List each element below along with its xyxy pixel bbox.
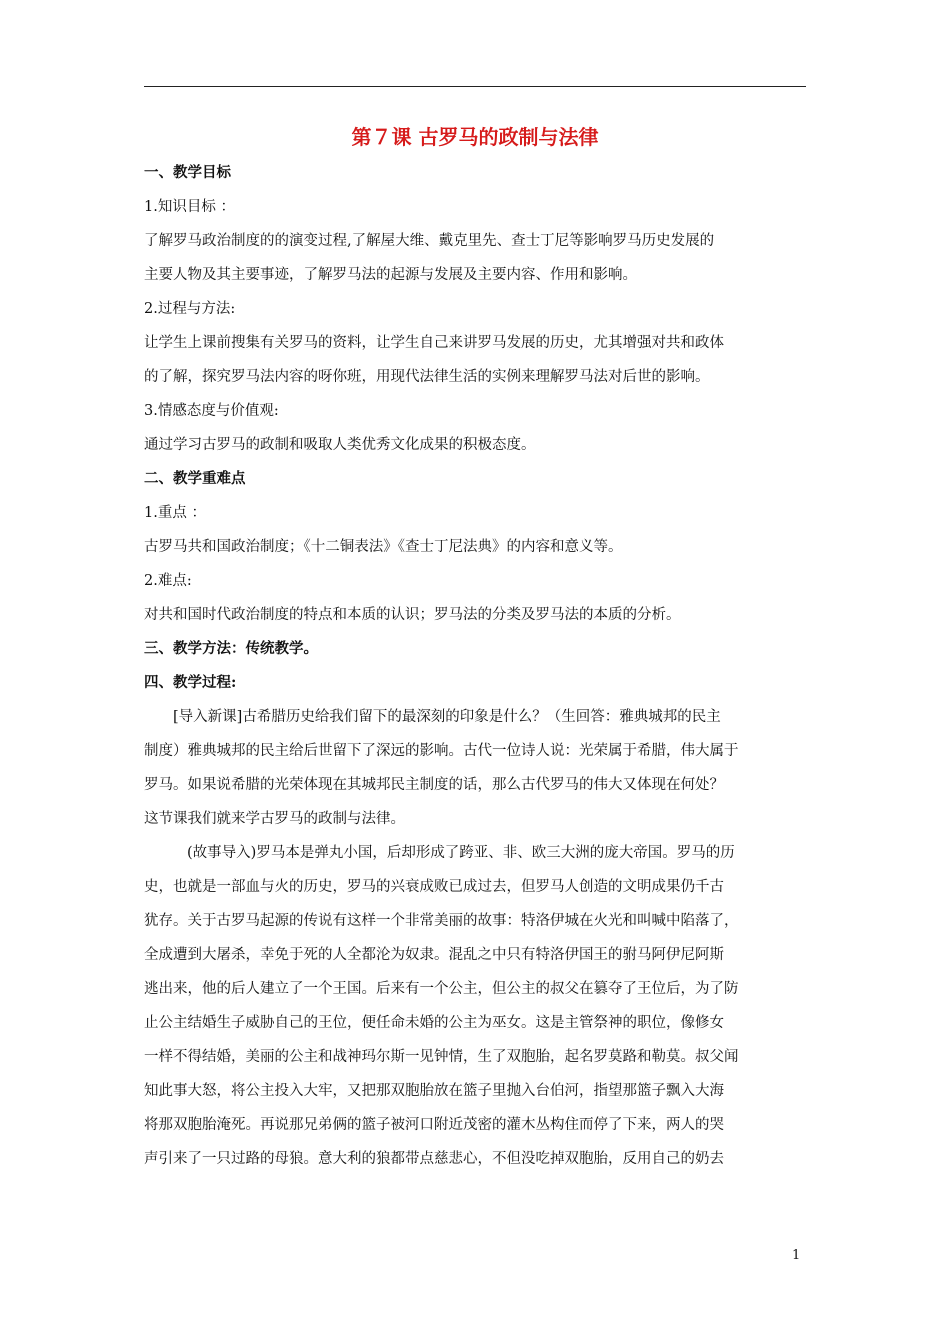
paragraph-line: 逃出来，他的后人建立了一个王国。后来有一个公主，但公主的叔父在篡夺了王位后，为了防 bbox=[144, 981, 739, 997]
paragraph-line: 罗马。如果说希腊的光荣体现在其城邦民主制度的话，那么古代罗马的伟大又体现在何处？ bbox=[144, 777, 724, 793]
paragraph-line: [导入新课]古希腊历史给我们留下的最深刻的印象是什么？（生回答：雅典城邦的民主 bbox=[173, 709, 721, 725]
subheading-process: 2.过程与方法: bbox=[144, 301, 236, 317]
paragraph-line: 对共和国时代政治制度的特点和本质的认识；罗马法的分类及罗马法的本质的分析。 bbox=[144, 607, 681, 623]
section-heading-process: 四、教学过程: bbox=[144, 674, 237, 691]
paragraph-line: 的了解，探究罗马法内容的呀你班，用现代法律生活的实例来理解罗马法对后世的影响。 bbox=[144, 369, 710, 385]
paragraph-line: 制度）雅典城邦的民主给后世留下了深远的影响。古代一位诗人说：光荣属于希腊，伟大属于 bbox=[144, 743, 739, 759]
subheading-values: 3.情感态度与价值观: bbox=[144, 403, 279, 419]
header-rule bbox=[144, 86, 806, 87]
paragraph-line: 将那双胞胎淹死。再说那兄弟俩的篮子被河口附近茂密的灌木丛构住而停了下来，两人的哭 bbox=[144, 1117, 724, 1133]
paragraph-line: 古罗马共和国政治制度；《十二铜表法》《查士丁尼法典》的内容和意义等。 bbox=[144, 539, 623, 555]
paragraph-line: 止公主结婚生子威胁自己的王位，便任命未婚的公主为巫女。这是主管祭神的职位，像修女 bbox=[144, 1015, 724, 1031]
section-heading-methods: 三、教学方法：传统教学。 bbox=[144, 640, 318, 657]
paragraph-line: 让学生上课前搜集有关罗马的资料，让学生自己来讲罗马发展的历史，尤其增强对共和政体 bbox=[144, 335, 724, 351]
page-title: 第７课 古罗马的政制与法律 bbox=[351, 125, 599, 149]
document-body bbox=[144, 118, 806, 1176]
subheading-key: 1.重点 ： bbox=[144, 505, 206, 521]
paragraph-line: 这节课我们就来学古罗马的政制与法律。 bbox=[144, 811, 405, 827]
paragraph-line: 通过学习古罗马的政制和吸取人类优秀文化成果的积极态度。 bbox=[144, 437, 536, 453]
paragraph-line: 知此事大怒，将公主投入大牢，又把那双胞胎放在篮子里抛入台伯河，指望那篮子飘入大海 bbox=[144, 1083, 724, 1099]
page-number: 1 bbox=[792, 1248, 801, 1263]
paragraph-line: 了解罗马政治制度的的演变过程,了解屋大维、戴克里先、查士丁尼等影响罗马历史发展的 bbox=[144, 233, 715, 249]
paragraph-line: 犹存。关于古罗马起源的传说有这样一个非常美丽的故事：特洛伊城在火光和叫喊中陷落了， bbox=[144, 913, 739, 929]
section-heading-key-points: 二、教学重难点 bbox=[144, 470, 246, 487]
paragraph-line: 声引来了一只过路的母狼。意大利的狼都带点慈悲心，不但没吃掉双胞胎，反用自己的奶去 bbox=[144, 1151, 724, 1167]
section-heading-objectives: 一、教学目标 bbox=[144, 164, 231, 181]
paragraph-line: 全成遭到大屠杀，幸免于死的人全都沦为奴隶。混乱之中只有特洛伊国王的驸马阿伊尼阿斯 bbox=[144, 947, 724, 963]
paragraph-line: 一样不得结婚，美丽的公主和战神玛尔斯一见钟情，生了双胞胎，起名罗莫路和勒莫。叔父闻 bbox=[144, 1049, 739, 1065]
paragraph-line: (故事导入)罗马本是弹丸小国，后却形成了跨亚、非、欧三大洲的庞大帝国。罗马的历 bbox=[187, 845, 735, 861]
subheading-difficulty: 2.难点: bbox=[144, 573, 192, 589]
paragraph-line: 史，也就是一部血与火的历史，罗马的兴衰成败已成过去，但罗马人创造的文明成果仍千古 bbox=[144, 879, 724, 895]
subheading-knowledge: 1.知识目标 ： bbox=[144, 199, 235, 215]
paragraph-line: 主要人物及其主要事迹，了解罗马法的起源与发展及主要内容、作用和影响。 bbox=[144, 267, 637, 283]
